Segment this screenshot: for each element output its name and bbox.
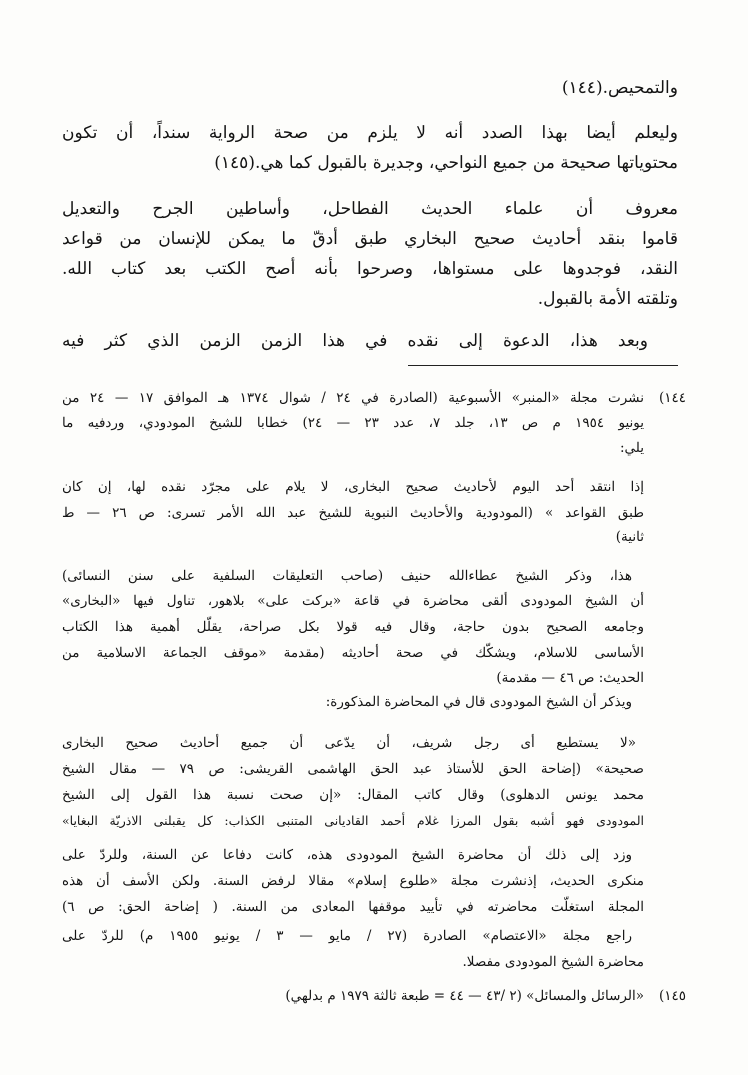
- footnote-line: «الرسائل والمسائل» (٢ /٤٣ — ٤٤ = طبعة ثالثة ١٩٧٩ م بدلهي): [285, 988, 644, 1004]
- main-text-line: وتلقته الأمة بالقبول.: [537, 289, 678, 309]
- footnote-line: وجامعه الصحيح بدون حاجة، وقال فيه قولا بكل صراحة، يقلّل أهمية هذا الكتاب: [62, 619, 644, 635]
- main-text-line: والتمحيص.(١٤٤): [561, 78, 678, 98]
- footnote-line: طبق القواعد » (المودودية والأحاديث النبوية للشيخ عبد الله الأمر تسرى: ص ٢٦ — ط: [62, 505, 644, 521]
- main-text-line: قاموا بنقد أحاديث صحيح البخاري طبق أدقّ ما يمكن للإنسان من قواعد: [62, 229, 678, 249]
- footnote-separator: [408, 365, 678, 366]
- footnote-number: ١٤٤): [658, 390, 686, 406]
- main-text-line: وليعلم أيضا بهذا الصدد أنه لا يلزم من صحة الرواية سنداً، أن تكون: [62, 123, 678, 143]
- footnote-line: الحديث: ص ٤٦ — مقدمة): [496, 670, 644, 686]
- footnote-line: هذا، وذكر الشيخ عطاءالله حنيف (صاحب التعليقات السلفية على سنن النسائى): [62, 568, 632, 584]
- footnote-number: ١٤٥): [658, 988, 686, 1004]
- footnote-quote-line: صحيحة» (إضاحة الحق للأستاذ عبد الحق الهاشمى القريشى: ص ٧٩ — مقال الشيخ: [62, 761, 644, 777]
- footnote-line: الأساسى للاسلام، ويشكّك في صحة أحاديثه (مقدمة «موقف الجماعة الاسلامية من: [62, 645, 644, 661]
- footnote-line: ويذكر أن الشيخ المودودى قال في المحاضرة المذكورة:: [325, 694, 632, 710]
- main-text-line: النقد، فوجدوها على مستواها، وصرحوا بأنه أصح الكتب بعد كتاب الله.: [62, 259, 678, 279]
- footnote-quote-line: محمد يونس الدهلوى) وقال كاتب المقال: «إن صحت نسبة هذا القول إلى الشيخ: [62, 787, 644, 803]
- footnote-line: يونيو ١٩٥٤ م ص ١٣، جلد ٧، عدد ٢٣ — ٢٤) خطابا للشيخ المودودي، وردفيه ما: [62, 415, 645, 431]
- footnote-line: محاضرة الشيخ المودودى مفصلا.: [462, 954, 644, 970]
- main-text-line: معروف أن علماء الحديث الفطاحل، وأساطين الجرح والتعديل: [62, 199, 678, 219]
- footnote-quote-line: «لا يستطيع أى رجل شريف، أن يدّعى أن جميع أحاديث صحيح البخارى: [62, 735, 636, 751]
- footnote-line: إذا انتقد أحد اليوم لأحاديث صحيح البخارى، لا يلام على مجرّد نقده لها، إن كان: [62, 479, 644, 495]
- footnote-line: منكرى الحديث، إذنشرت مجلة «طلوع إسلام» مقالا لرفض السنة. ولكن الأسف أن هذه: [62, 873, 644, 889]
- footnote-line: راجع مجلة «الاعتصام» الصادرة (٢٧ / مايو — ٣ / يونيو ١٩٥٥ م) للردّ على: [62, 928, 632, 944]
- footnote-line: المجلة استغلّت محاضرته في تأييد موقفها المعادى من السنة. ( إضاحة الحق: ص ٦): [62, 899, 644, 915]
- footnote-line: وزد إلى ذلك أن محاضرة الشيخ المودودى هذه، كانت دفاعا عن السنة، وللردّ على: [62, 847, 632, 863]
- footnote-quote-line: المودودى فهو أشبه بقول المرزا غلام أحمد القاديانى المتنبى الكذاب: كل يقبلنى الاذريّة البغايا»: [62, 813, 644, 828]
- footnote-line: أن الشيخ المودودى ألقى محاضرة في قاعة «بركت على» بلاهور، تناول فيها «البخارى»: [62, 593, 644, 609]
- footnote-line: يلي:: [619, 440, 644, 456]
- main-text-line: محتوياتها صحيحة من جميع النواحي، وجديرة بالقبول كما هي.(١٤٥): [214, 153, 678, 173]
- footnote-line: ثانية): [615, 529, 644, 545]
- main-text-line: وبعد هذا، الدعوة إلى نقده في هذا الزمن الزمن الذي كثر فيه: [62, 331, 648, 351]
- footnote-line: نشرت مجلة «المنبر» الأسبوعية (الصادرة في ٢٤ / شوال ١٣٧٤ هـ الموافق ١٧ — ٢٤ من: [62, 390, 644, 406]
